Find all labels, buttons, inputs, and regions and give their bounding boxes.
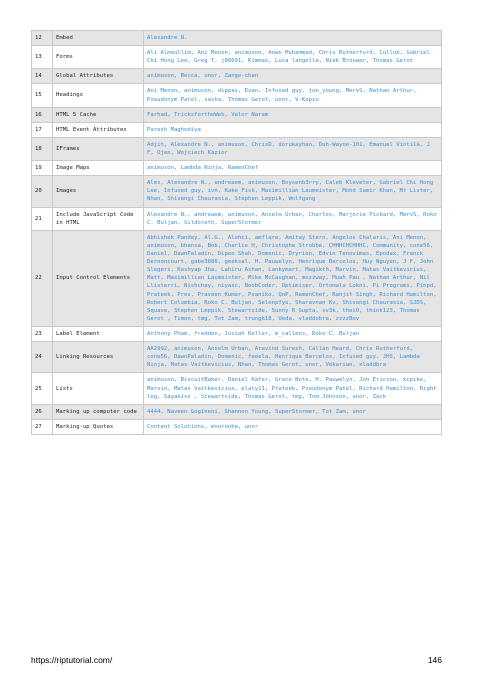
- row-topic: Input Control Elements: [53, 230, 144, 326]
- row-topic: Images: [53, 176, 144, 207]
- row-contributors: animuson, BiscuitBaker, Daniel Käfer, Grace Note, H. Pauwelyn, Jon Ericson, kcpike, Marvin, Matas Vaitkevicius, platy11, Prateek, Pseudonym Patel, Richard Hamilton, Right leg, Sayakiss , Stewartside, Thomas Gerot, tmg, Tom Johnson, unor, Zack: [144, 373, 442, 404]
- row-contributors: Ani Menon, animuson, dippas, Evan, Infused guy, joe_young, MervS, Nathan Arthur, Pseudonym Patel, sasha, Thomas Gerot, unor, V-Kopio: [144, 84, 442, 107]
- row-contributors: Alexandre N., andreaem, animuson, Anselm Urban, Charles, Marjorie Pickard, MervS, Roko C. Buljan, Sildoreth, SuperStormer: [144, 207, 442, 230]
- table-row: [32, 137, 442, 160]
- row-topic: Include JavaScript Code in HTML: [53, 207, 144, 230]
- row-topic: Marking up computer code: [53, 404, 144, 419]
- row-contributors: animuson, Becca, unor, Zange-chan: [144, 69, 442, 84]
- row-number: 16: [32, 107, 53, 122]
- table-row: [32, 326, 442, 341]
- row-topic: Image Maps: [53, 161, 144, 176]
- row-number: 21: [32, 207, 53, 230]
- row-topic: Linking Resources: [53, 342, 144, 373]
- row-contributors: Adjit, Alexandre N., animuson, ChrisD, dorukayhan, Duh-Wayne-101, Emanuel Vintilă, J F, Ojen, Wojciech Kazior: [144, 137, 442, 160]
- table-row: [32, 342, 442, 373]
- row-contributors: Ali Almoullim, Ani Menon, animuson, Aown Muhammad, Chris Rutherfurd, Cullub, Gabriel Chi Hong Lee, Greg T, j08691, Kimmax, Luca langella, Niek Brouwer, Thomas Gerot: [144, 46, 442, 69]
- row-topic: Label Element: [53, 326, 144, 341]
- row-topic: Lists: [53, 373, 144, 404]
- row-number: 17: [32, 122, 53, 137]
- row-topic: Embed: [53, 31, 144, 46]
- table-row: [32, 84, 442, 107]
- row-contributors: Alexandre N.: [144, 31, 442, 46]
- row-number: 25: [32, 373, 53, 404]
- row-number: 22: [32, 230, 53, 326]
- row-number: 20: [32, 176, 53, 207]
- row-contributors: 4444, Naveen Gogineni, Shannon Young, SuperStormer, Tot Zam, unor: [144, 404, 442, 419]
- row-number: 13: [32, 46, 53, 69]
- row-topic: HTML 5 Cache: [53, 107, 144, 122]
- table-row: [32, 31, 442, 46]
- row-contributors: Farhad, TricksfortheWeb, Valor Naram: [144, 107, 442, 122]
- row-contributors: animuson, Lambda Ninja, RamenChef: [144, 161, 442, 176]
- row-topic: IFrames: [53, 137, 144, 160]
- credits-table: [31, 30, 442, 435]
- table-row: [32, 404, 442, 419]
- table-row: [32, 230, 442, 326]
- table-row: [32, 176, 442, 207]
- row-topic: HTML Event Attributes: [53, 122, 144, 137]
- row-number: 26: [32, 404, 53, 419]
- table-row: [32, 161, 442, 176]
- row-contributors: Paresh Maghodiya: [144, 122, 442, 137]
- row-number: 14: [32, 69, 53, 84]
- row-number: 18: [32, 137, 53, 160]
- row-contributors: Content Solutions, mnoronha, unor: [144, 419, 442, 434]
- row-number: 24: [32, 342, 53, 373]
- row-number: 19: [32, 161, 53, 176]
- row-contributors: AA2992, animuson, Anselm Urban, Aravind Suresh, Callan Heard, Chris Rutherfurd, cone56, DawnPaladin, Domenic, feeela, Henrique Barcelos, Infused guy, JHS, Lambda Ninja, Matas Vaitkevicius, Nhan, Thomas Gerot, unor, Vékarian, xladdbra: [144, 342, 442, 373]
- row-topic: Marking-up Quotes: [53, 419, 144, 434]
- row-topic: Headings: [53, 84, 144, 107]
- table-row: [32, 373, 442, 404]
- row-topic: Forms: [53, 46, 144, 69]
- row-contributors: Abhishek Pandey, Al.G., Alohci, amflare, Amitay Stern, Angelos Chalaris, Ani Menon, animuson, bhansa, Bob, Charlie H, Christophe Strobbe, CHHHCHCHHHC, Community, cone56, Daniel, DawnPaladin, Dipen Shah, Domenic, Dryrion, Edvin Tenovimas, Epodax, Franck Dernoncourt, gabe3886, geeksal, H. Pauwelyn, Henrique Barcelos, Huy Nguyen, J F, John Slegers, Kashyap Jha, Lahiru Ashan, Lankymart, Magikth, Marvin, Matas Vaitkevicius, Matt, Maximillian Laumeister, Mike McCaughan, mozzway, Muah Pau , Nathan Arthur, Nil Llisterri, Nishchay, niyasc, NoobCoder, Optimiser, Ortomala Lokni, Pi Programs, Pinpd, Prateek, Prev, Praveen Kumar, Psaniko, QoP, RamenChef, Ranjit Singh, Richard Hamilton, Robert Columbia, Roko C. Buljan, Selonpfyu, Sharavnan Kv, Shivangi Chaurasia, SJDS, Squaxe, Stephen Leppik, Stewartside, Sunny R Gupta, sv3k, theiO, think123, Thomas Gerot , Timon, tmg, Tot Zam, trungk18, Ueda, vladdobra, zzzzBov: [144, 230, 442, 326]
- row-contributors: Anthony Pham, fredden, Josiah Keller, m_callens, Roko C. Buljan: [144, 326, 442, 341]
- footer-url: https://riptutorial.com/: [31, 655, 113, 665]
- page-number: 146: [427, 655, 442, 665]
- row-number: 27: [32, 419, 53, 434]
- table-row: [32, 419, 442, 434]
- credits-table-body: [32, 31, 442, 435]
- table-row: [32, 107, 442, 122]
- table-row: [32, 69, 442, 84]
- credits-page: [31, 30, 442, 435]
- table-row: [32, 46, 442, 69]
- row-number: 23: [32, 326, 53, 341]
- row-contributors: Alex, Alexandre N., andreaem, animuson, Boysenb3rry, Caleb Kleveter, Gabriel Chi Hong Lee, Infused guy, ivn, Kake_Fisk, Maximillian Laumeister, Mohd Samir Khan, Mr Lister, Nhan, Shivangi Chaurasia, Stephen Leppik, Wolfgang: [144, 176, 442, 207]
- table-row: [32, 122, 442, 137]
- table-row: [32, 207, 442, 230]
- row-number: 15: [32, 84, 53, 107]
- row-topic: Global Attributes: [53, 69, 144, 84]
- row-number: 12: [32, 31, 53, 46]
